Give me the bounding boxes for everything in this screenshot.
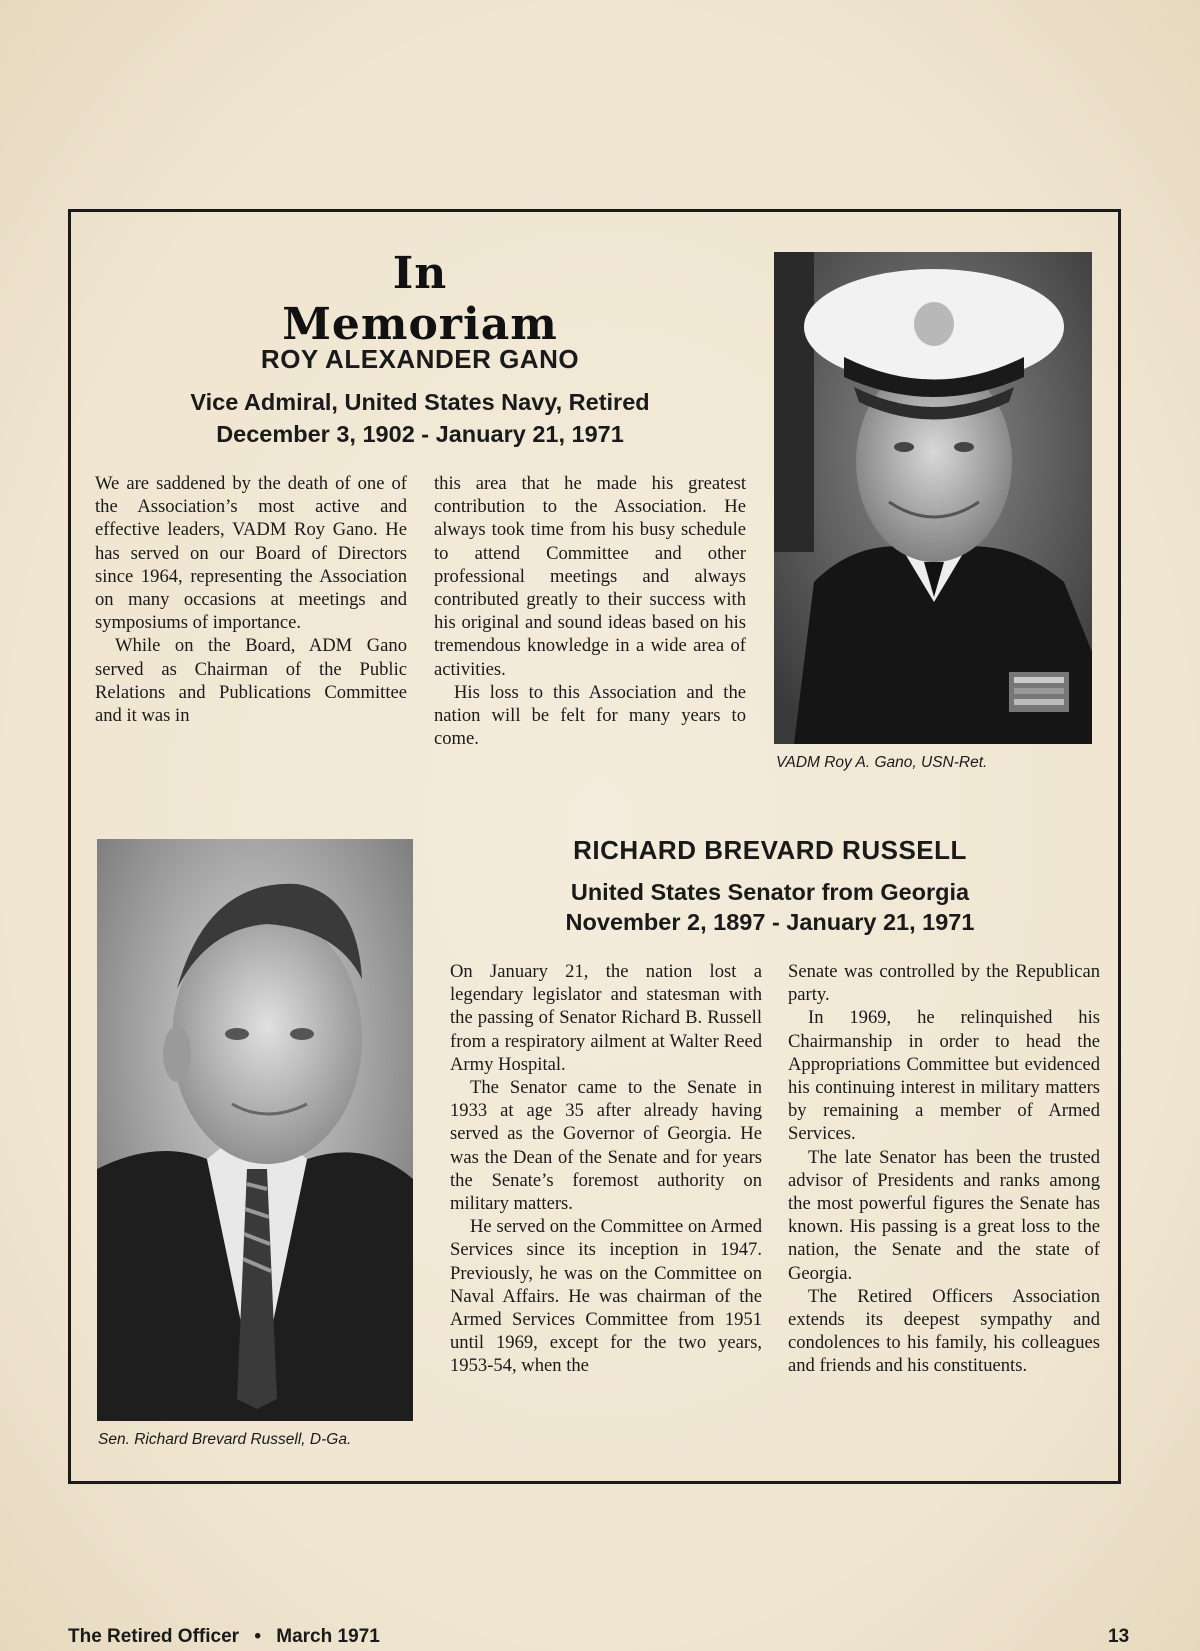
paragraph: The Retired Officers Association extends its deepest sympathy and condolences to his family, his colleagues and friends and his constituents.	[788, 1285, 1100, 1377]
paragraph: Senate was controlled by the Republican party.	[788, 961, 1100, 1006]
gano-title: Vice Admiral, United States Navy, Retired	[190, 389, 650, 415]
russell-portrait-photo	[97, 839, 413, 1421]
russell-column-1	[450, 960, 762, 1378]
gano-column-2	[434, 472, 746, 750]
paragraph: We are saddened by the death of one of the Association’s most active and effective leaders, VADM Roy Gano. He has served on our Board of Directors since 1964, representing the Association on many occasions at meetings and symposiums of importance.	[95, 473, 407, 634]
gano-dates: December 3, 1902 - January 21, 1971	[216, 421, 624, 447]
gano-portrait-illustration	[774, 252, 1092, 744]
russell-column-2	[788, 960, 1100, 1378]
paragraph: In 1969, he relinquished his Chairmanship in order to head the Appropriations Committee but evidenced his continuing interest in military matters by remaining a member of Armed Services.	[788, 1007, 1100, 1145]
footer-bullet: •	[254, 1626, 261, 1647]
gano-photo-caption: VADM Roy A. Gano, USN-Ret.	[776, 754, 988, 771]
paragraph: this area that he made his greatest contribution to the Association. He always took time from his busy schedule to attend Committee and other professional meetings and always contributed greatly to their success with his original and sound ideas based on his tremendous knowledge in a wide area of activities.	[434, 473, 746, 680]
russell-name: RICHARD BREVARD RUSSELL	[573, 835, 967, 865]
page-title: In Memoriam	[282, 248, 558, 350]
gano-name: ROY ALEXANDER GANO	[260, 344, 580, 374]
paragraph: While on the Board, ADM Gano served as Chairman of the Public Relations and Publications Committee and it was in	[95, 635, 407, 727]
page-number: 13	[1108, 1626, 1130, 1647]
gano-column-1	[95, 472, 407, 727]
issue-date: March 1971	[276, 1626, 380, 1647]
russell-photo-caption: Sen. Richard Brevard Russell, D-Ga.	[98, 1431, 352, 1448]
publication-name: The Retired Officer	[68, 1626, 240, 1647]
russell-dates: November 2, 1897 - January 21, 1971	[565, 909, 975, 935]
paragraph: He served on the Committee on Armed Services since its inception in 1947. Previously, he was on the Committee on Naval Affairs. He was chairman of the Armed Services Committee from 1951 until 1969, except for the two years, 1953-54, when the	[450, 1216, 762, 1377]
paragraph: His loss to this Association and the nation will be felt for many years to come.	[434, 681, 746, 750]
paragraph: On January 21, the nation lost a legendary legislator and statesman with the passing of Senator Richard B. Russell from a respiratory ailment at Walter Reed Army Hospital.	[450, 961, 762, 1075]
russell-title: United States Senator from Georgia	[570, 879, 970, 905]
gano-portrait-photo	[774, 252, 1092, 744]
footer-publication	[68, 1626, 380, 1648]
paragraph: The late Senator has been the trusted advisor of Presidents and ranks among the most powerful figures the Senate has known. His passing is a great loss to the nation, the Senate and the state of Georgia.	[788, 1146, 1100, 1284]
russell-portrait-illustration	[97, 839, 413, 1421]
paragraph: The Senator came to the Senate in 1933 at age 35 after already having served as the Governor of Georgia. He was the Dean of the Senate and for years the Senate’s foremost authority on military matters.	[450, 1077, 762, 1215]
